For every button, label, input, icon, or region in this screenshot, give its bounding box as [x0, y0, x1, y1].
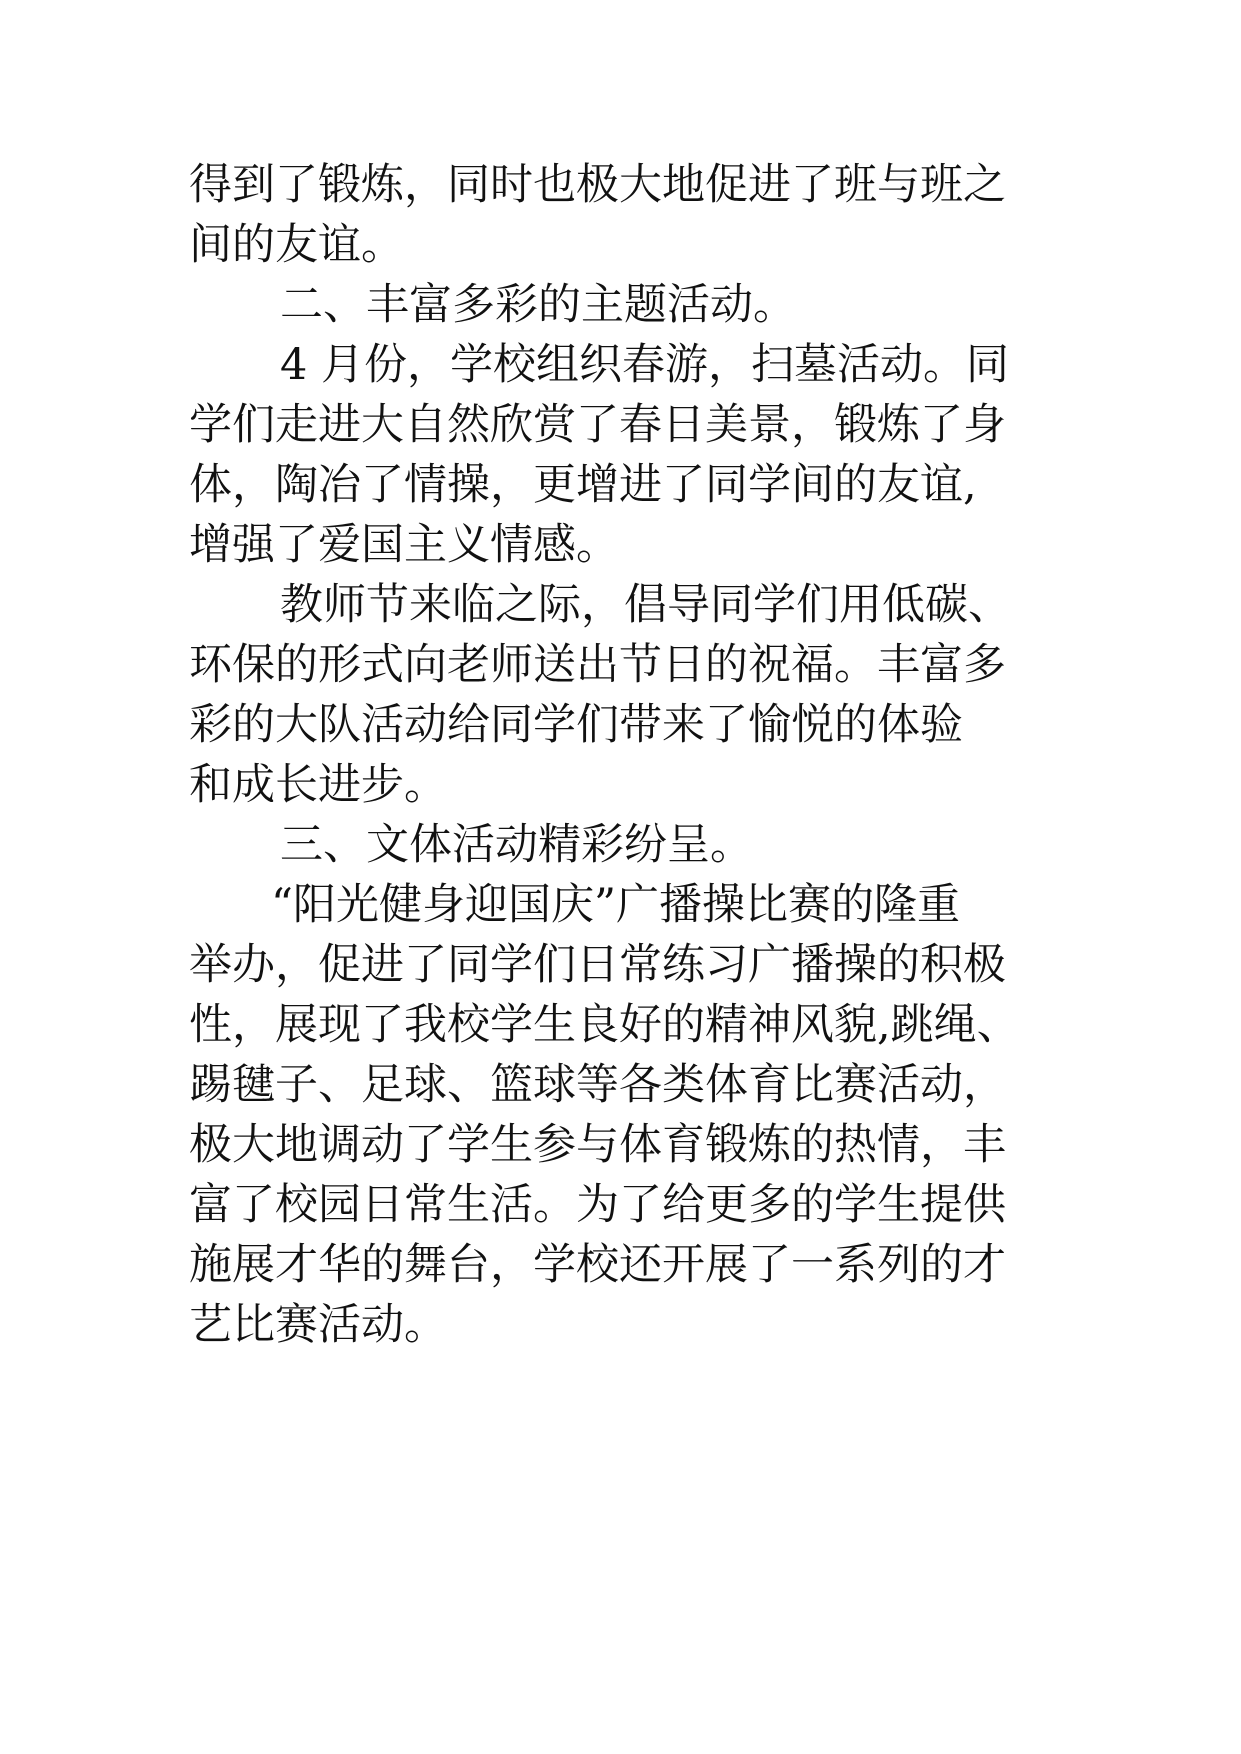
text-line: 间的友谊。 — [189, 220, 404, 270]
text-line: “阳光健身迎国庆”广播操比赛的隆重 — [271, 880, 960, 930]
text-line: 4 月份，学校组织春游，扫墓活动。同 — [280, 340, 1010, 390]
text-line: 艺比赛活动。 — [189, 1300, 447, 1350]
text-line: 教师节来临之际，倡导同学们用低碳、 — [280, 580, 1011, 630]
text-line: 极大地调动了学生参与体育锻炼的热情，丰 — [189, 1120, 1006, 1170]
section-heading: 三、文体活动精彩纷呈。 — [280, 820, 753, 870]
text-line: 学们走进大自然欣赏了春日美景，锻炼了身 — [189, 400, 1006, 450]
text-line: 体，陶冶了情操，更增进了同学间的友谊, — [189, 460, 977, 510]
text-line: 施展才华的舞台，学校还开展了一系列的才 — [189, 1240, 1006, 1290]
section-heading: 二、丰富多彩的主题活动。 — [280, 280, 796, 330]
text-line: 富了校园日常生活。为了给更多的学生提供 — [189, 1180, 1006, 1230]
text-line: 和成长进步。 — [189, 760, 447, 810]
text-line: 得到了锻炼，同时也极大地促进了班与班之 — [189, 160, 1006, 210]
text-line: 性，展现了我校学生良好的精神风貌,跳绳、 — [189, 1000, 1020, 1050]
text-line: 踢毽子、足球、篮球等各类体育比赛活动， — [189, 1060, 1006, 1110]
text-line: 增强了爱国主义情感。 — [189, 520, 619, 570]
body-text — [189, 155, 1069, 1355]
text-line: 举办，促进了同学们日常练习广播操的积极 — [189, 940, 1006, 990]
text-line: 彩的大队活动给同学们带来了愉悦的体验 — [189, 700, 963, 750]
text-line: 环保的形式向老师送出节日的祝福。丰富多 — [189, 640, 1006, 690]
